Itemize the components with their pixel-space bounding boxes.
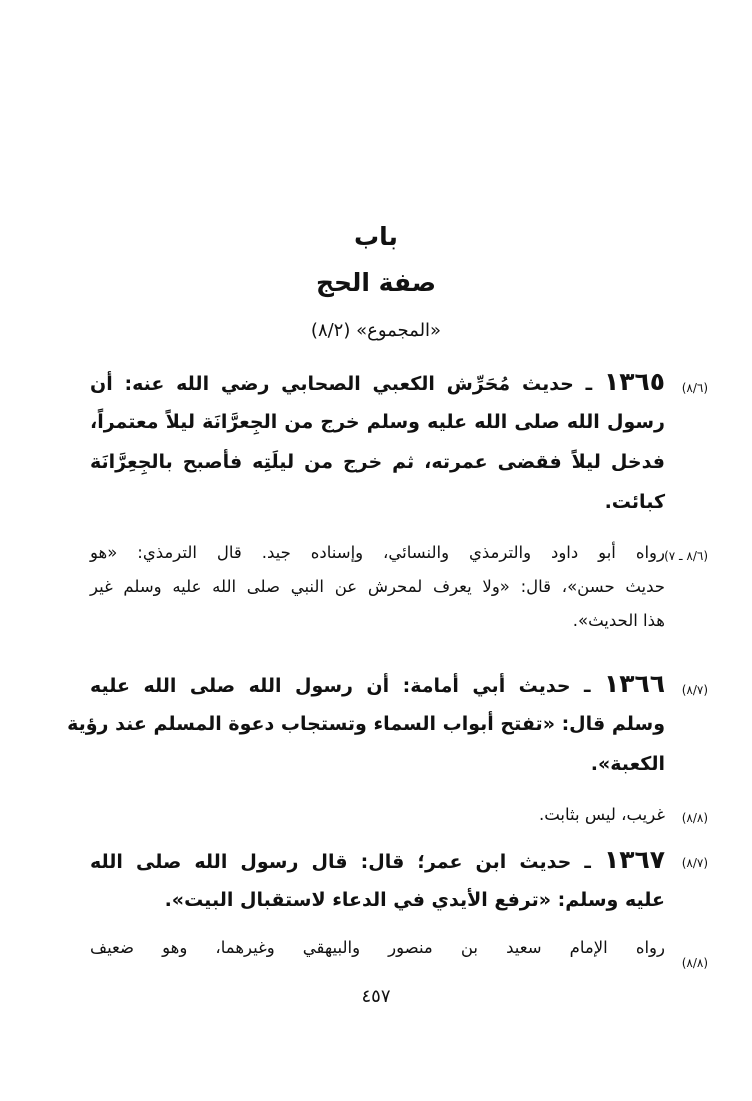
hadith-line: رسول الله صلى الله عليه وسلم خرج من الجِعرَّانَة ليلاً معتمراً، [90,411,665,433]
comment-1365 [90,536,665,638]
entry-3-ref: (٨/٧) [681,683,708,697]
comment-1366 [90,798,665,832]
hadith-line: ١٣٦٧ ـ حديث ابن عمر؛ قال: قال رسول الله صلى الله [90,845,665,874]
comment-line: رواه الإمام سعيد بن منصور والبيهقي وغيرهما، وهو ضعيف [90,938,665,957]
hadith-line: فدخل ليلاً فقضى عمرته، ثم خرج من ليلَتِه فأصبح بالجِعِرَّانَة [90,451,665,473]
entry-1-ref: (٨/٦) [681,381,708,395]
hadith-1365 [90,362,665,522]
entry-6-ref: (٨/٨) [681,956,708,970]
hadith-number: ١٣٦٧ [603,845,665,874]
entry-4-ref: (٨/٨) [681,811,708,825]
hadith-1367 [90,840,665,920]
comment-line: هذا الحديث». [572,611,665,630]
hadith-line: الكعبة». [590,753,665,775]
entry-5-ref: (٨/٧) [681,856,708,870]
chapter-source-ref: «المجموع» (٨/٢) [310,320,442,341]
page-number: ٤٥٧ [361,986,391,1007]
hadith-line: عليه وسلم: «ترفع الأيدي في الدعاء لاستقبال البيت». [164,889,665,911]
comment-1367 [90,931,665,965]
hadith-number: ١٣٦٦ [603,669,665,698]
comment-line: حديث حسن»، قال: «ولا يعرف لمحرش عن النبي صلى الله عليه وسلم غير [90,577,665,596]
comment-line: رواه أبو داود والترمذي والنسائي، وإسناده جيد. قال الترمذي: «هو [90,543,665,562]
hadith-1366 [67,664,665,784]
hadith-line: ١٣٦٦ ـ حديث أبي أمامة: أن رسول الله صلى الله عليه [90,669,665,698]
hadith-line: وسلم قال: «تفتح أبواب السماء وتستجاب دعوة المسلم عند رؤية [67,713,665,735]
hadith-number: ١٣٦٥ [603,367,665,396]
comment-line: غريب، ليس بثابت. [538,805,665,824]
entry-2-ref: (٨/٦ ـ ٧) [664,549,708,563]
chapter-title: باب [354,222,398,251]
chapter-subtitle: صفة الحج [315,268,436,297]
hadith-line: ١٣٦٥ ـ حديث مُحَرِّش الكعبي الصحابي رضي الله عنه: أن [90,367,665,396]
hadith-line: كبائت. [604,491,665,513]
